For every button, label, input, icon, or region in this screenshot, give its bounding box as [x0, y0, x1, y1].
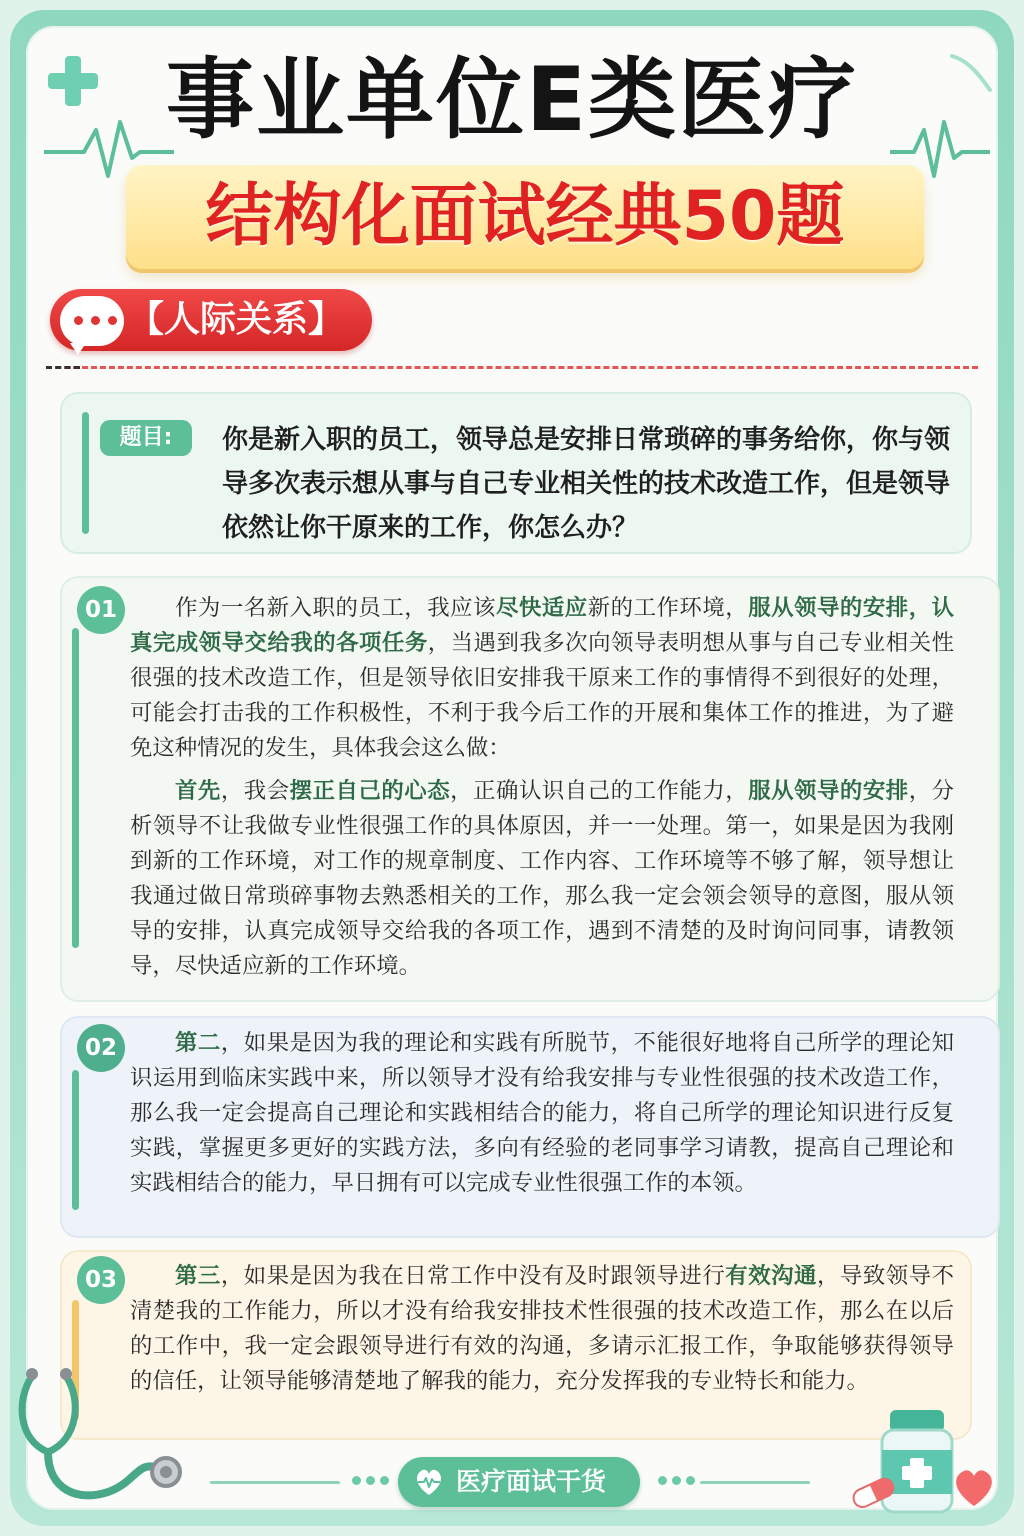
subtitle-banner [126, 165, 924, 269]
body-text: ，如果是因为我在日常工作中没有及时跟领导进行 [220, 1263, 726, 1289]
answer-2-paragraph-1 [130, 1026, 954, 1201]
page-subtitle: 结构化面试经典50题 [205, 177, 845, 256]
highlight-text: 第二 [175, 1030, 221, 1056]
body-text: ，正确认识自己的工作能力， [450, 778, 749, 804]
highlight-text: 服从领导的安排，认真完成领导交给我的各项任务 [130, 595, 955, 656]
answer-1-paragraph-2 [130, 774, 954, 984]
body-text: 新的工作环境， [587, 595, 749, 621]
question-accent-bar [82, 412, 89, 534]
question-text: 你是新入职的员工，领导总是安排日常琐碎的事务给你，你与领导多次表示想从事与自己专业相关性的技术改造工作，但是领导依然让你干原来的工作，你怎么办？ [222, 425, 951, 543]
body-text: ，如果是因为我的理论和实践有所脱节，不能很好地将自己所学的理论知识运用到临床实践中来，所以领导才没有给我安排与专业性很强的技术改造工作，那么我一定会提高自己理论和实践相结合的能力，将自己所学的理论知识进行反复实践，掌握更多更好的实践方法，多向有经验的老同事学习请教，提高自己理论和实践相结合的能力，早日拥有可以完成专业性很强工作的本领。 [130, 1030, 955, 1196]
heart-icon [950, 1466, 998, 1510]
footer-line-right [700, 1481, 810, 1484]
stethoscope-icon [8, 1360, 188, 1510]
answer-1-paragraph-1 [130, 591, 954, 766]
answer-3-paragraph-1 [130, 1259, 954, 1399]
page-title: 事业单位E类医疗 [165, 48, 859, 151]
body-text: ，分析领导不让我做专业性很强工作的具体原因，并一一处理。第一，如果是因为我刚到新的工作环境，对工作的规章制度、工作内容、工作环境等不够了解，领导想让我通过做日常琐碎事物去熟悉相关的工作，那么我一定会领会领导的意图，服从领导的安排，认真完成领导交给我的各项工作，遇到不清楚的及时询问同事，请教领导，尽快适应新的工作环境。 [130, 778, 955, 979]
answer-1-accent-bar [72, 628, 79, 948]
answer-2-accent-bar [72, 1070, 79, 1210]
highlight-text: 第三 [175, 1263, 221, 1289]
heart-pulse-icon [413, 1466, 445, 1498]
footer-line-left [210, 1481, 340, 1484]
highlight-text: 尽快适应 [496, 595, 588, 621]
answer-number-badge: 01 [77, 586, 125, 634]
highlight-text: 首先 [175, 778, 221, 804]
footer-dots-right [658, 1476, 695, 1485]
answer-number-badge: 02 [77, 1024, 125, 1072]
answer-number-badge: 03 [77, 1256, 125, 1304]
category-label: 【人际关系】 [128, 299, 345, 340]
footer-dots-left [352, 1476, 389, 1485]
dashed-divider-start [46, 366, 80, 369]
body-text: 作为一名新入职的员工，我应该 [175, 595, 496, 621]
chat-dots [74, 316, 117, 325]
pill-icon [848, 1472, 898, 1512]
highlight-text: 有效沟通 [725, 1263, 817, 1289]
body-text: ，导致领导不清楚我的工作能力，所以才没有给我安排技术性很强的技术改造工作，那么在以后的工作中，我一定会跟领导进行有效的沟通，多请示汇报工作，争取能够获得领导的信任，让领导能够清楚地了解我的能力，充分发挥我的专业特长和能力。 [130, 1263, 955, 1394]
highlight-text: 服从领导的安排 [748, 778, 909, 804]
body-text: ，我会 [220, 778, 290, 804]
body-text: ，当遇到我多次向领导表明想从事与自己专业相关性很强的技术改造工作，但是领导依旧安排我干原来工作的事情得不到很好的处理，可能会打击我的工作积极性，不利于我今后工作的开展和集体工作的推进，为了避免这种情况的发生，具体我会这么做： [130, 630, 955, 761]
question-badge: 题目: [100, 420, 192, 456]
highlight-text: 摆正自己的心态 [289, 778, 451, 804]
dashed-divider [46, 366, 978, 369]
footer-label: 医疗面试干货 [456, 1467, 607, 1496]
